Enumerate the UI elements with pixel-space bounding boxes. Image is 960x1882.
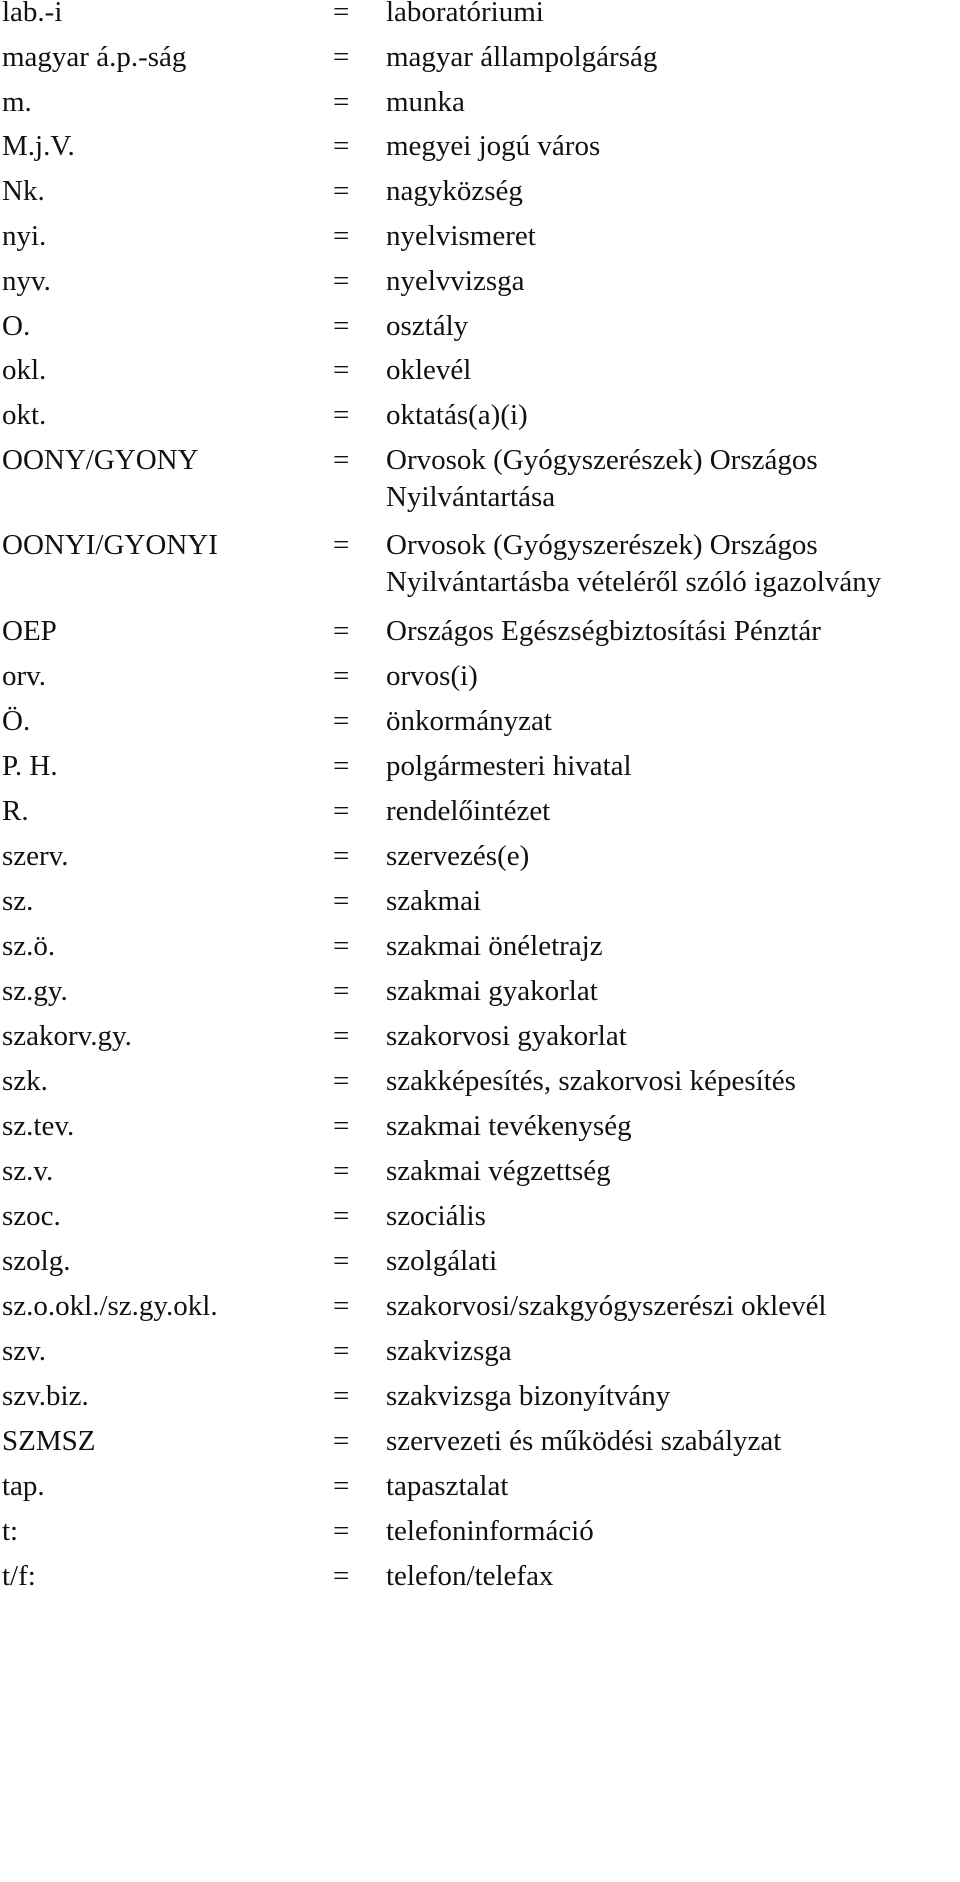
abbreviation: sz.o.okl./sz.gy.okl. xyxy=(2,1290,218,1322)
equals-sign: = xyxy=(333,1110,350,1142)
equals-sign: = xyxy=(333,1470,350,1502)
definition: szakmai végzettség xyxy=(386,1155,611,1187)
abbreviation: Nk. xyxy=(2,175,45,207)
abbreviation: szolg. xyxy=(2,1245,71,1277)
definition: szolgálati xyxy=(386,1245,498,1277)
equals-sign: = xyxy=(333,1380,350,1412)
abbreviation: OEP xyxy=(2,615,57,647)
equals-sign: = xyxy=(333,86,350,118)
equals-sign: = xyxy=(333,1515,350,1547)
definition: szakorvosi gyakorlat xyxy=(386,1020,627,1052)
equals-sign: = xyxy=(333,705,350,737)
abbreviation: szk. xyxy=(2,1065,48,1097)
definition: oktatás(a)(i) xyxy=(386,399,528,431)
equals-sign: = xyxy=(333,1560,350,1592)
abbreviation: O. xyxy=(2,310,31,342)
definition: megyei jogú város xyxy=(386,130,601,162)
definition: szakképesítés, szakorvosi képesítés xyxy=(386,1065,796,1097)
abbreviation: R. xyxy=(2,795,29,827)
definition: telefon/telefax xyxy=(386,1560,554,1592)
abbreviation: okl. xyxy=(2,354,47,386)
definition: rendelőintézet xyxy=(386,795,551,827)
equals-sign: = xyxy=(333,399,350,431)
equals-sign: = xyxy=(333,1065,350,1097)
equals-sign: = xyxy=(333,130,350,162)
equals-sign: = xyxy=(333,930,350,962)
definition: nyelvismeret xyxy=(386,220,536,252)
definition: szakvizsga xyxy=(386,1335,512,1367)
abbreviation: szerv. xyxy=(2,840,69,872)
definition: osztály xyxy=(386,310,469,342)
equals-sign: = xyxy=(333,265,350,297)
abbreviation: szv.biz. xyxy=(2,1380,89,1412)
equals-sign: = xyxy=(333,885,350,917)
abbreviation: nyv. xyxy=(2,265,51,297)
definition: oklevél xyxy=(386,354,472,386)
equals-sign: = xyxy=(333,444,350,476)
definition: polgármesteri hivatal xyxy=(386,750,632,782)
equals-sign: = xyxy=(333,840,350,872)
definition: szakorvosi/szakgyógyszerészi oklevél xyxy=(386,1290,827,1322)
equals-sign: = xyxy=(333,175,350,207)
definition: orvos(i) xyxy=(386,660,478,692)
abbreviation: M.j.V. xyxy=(2,130,75,162)
equals-sign: = xyxy=(333,795,350,827)
definition: Országos Egészségbiztosítási Pénztár xyxy=(386,615,821,647)
definition: Orvosok (Gyógyszerészek) Országos Nyilvántartása xyxy=(386,444,818,513)
equals-sign: = xyxy=(333,529,350,561)
definition: nagyközség xyxy=(386,175,523,207)
abbreviation: P. H. xyxy=(2,750,58,782)
definition: szakmai tevékenység xyxy=(386,1110,632,1142)
abbreviation: magyar á.p.-ság xyxy=(2,41,187,73)
abbreviation: OONYI/GYONYI xyxy=(2,529,218,561)
equals-sign: = xyxy=(333,660,350,692)
abbreviation: Ö. xyxy=(2,705,31,737)
definition: szakmai gyakorlat xyxy=(386,975,598,1007)
definition: szakmai xyxy=(386,885,482,917)
definition: szervezés(e) xyxy=(386,840,530,872)
equals-sign: = xyxy=(333,354,350,386)
abbreviation: orv. xyxy=(2,660,47,692)
definition: tapasztalat xyxy=(386,1470,509,1502)
definition: laboratóriumi xyxy=(386,0,544,28)
definition: Orvosok (Gyógyszerészek) Országos Nyilvántartásba vételéről szóló igazolvány xyxy=(386,529,882,598)
abbreviation: sz.gy. xyxy=(2,975,68,1007)
equals-sign: = xyxy=(333,1200,350,1232)
abbreviation: tap. xyxy=(2,1470,45,1502)
abbreviation: lab.-i xyxy=(2,0,63,28)
abbreviation: szoc. xyxy=(2,1200,61,1232)
abbreviation: SZMSZ xyxy=(2,1425,96,1457)
equals-sign: = xyxy=(333,220,350,252)
equals-sign: = xyxy=(333,1155,350,1187)
definition: önkormányzat xyxy=(386,705,552,737)
abbreviation: m. xyxy=(2,86,32,118)
abbreviation: sz.v. xyxy=(2,1155,54,1187)
definition: magyar állampolgárság xyxy=(386,41,658,73)
equals-sign: = xyxy=(333,750,350,782)
abbreviation: sz. xyxy=(2,885,34,917)
abbreviation: sz.tev. xyxy=(2,1110,75,1142)
abbreviation: sz.ö. xyxy=(2,930,56,962)
abbreviation: szakorv.gy. xyxy=(2,1020,132,1052)
abbreviation: okt. xyxy=(2,399,47,431)
equals-sign: = xyxy=(333,1290,350,1322)
definition: telefoninformáció xyxy=(386,1515,594,1547)
abbreviation: t: xyxy=(2,1515,19,1547)
abbreviation: szv. xyxy=(2,1335,47,1367)
equals-sign: = xyxy=(333,1335,350,1367)
equals-sign: = xyxy=(333,310,350,342)
definition: nyelvvizsga xyxy=(386,265,525,297)
definition: szervezeti és működési szabályzat xyxy=(386,1425,782,1457)
equals-sign: = xyxy=(333,975,350,1007)
definition: szakvizsga bizonyítvány xyxy=(386,1380,671,1412)
abbreviation: t/f: xyxy=(2,1560,36,1592)
equals-sign: = xyxy=(333,1020,350,1052)
abbreviation: OONY/GYONY xyxy=(2,444,199,476)
equals-sign: = xyxy=(333,615,350,647)
equals-sign: = xyxy=(333,1425,350,1457)
definition: szakmai önéletrajz xyxy=(386,930,603,962)
definition: munka xyxy=(386,86,465,118)
definition: szociális xyxy=(386,1200,486,1232)
equals-sign: = xyxy=(333,1245,350,1277)
equals-sign: = xyxy=(333,41,350,73)
abbreviation: nyi. xyxy=(2,220,47,252)
equals-sign: = xyxy=(333,0,350,28)
